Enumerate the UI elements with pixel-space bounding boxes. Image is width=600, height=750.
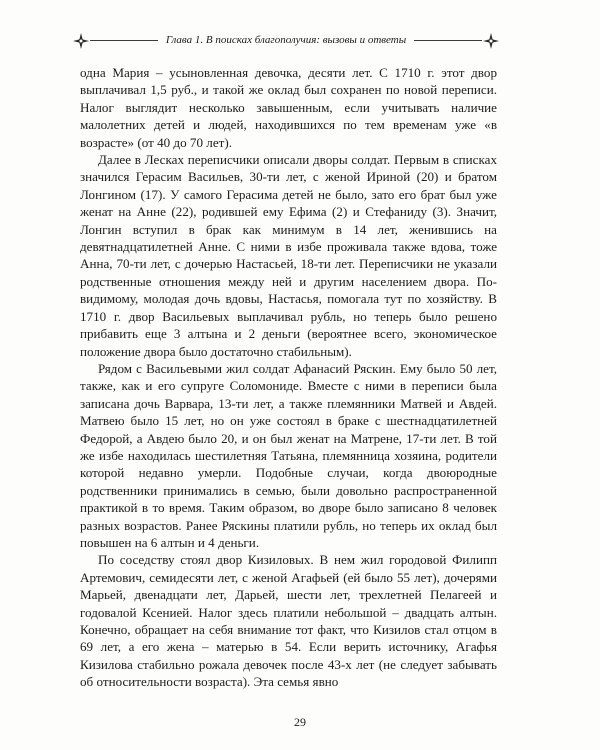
paragraph: Рядом с Васильевыми жил солдат Афанасий Ряскин. Ему было 50 лет, также, как и его супруге Соломониде. Вместе с ними в переписи была записана дочь Варвара, 13-ти лет, а также племянники Матвей и Авдей. Матвею было 15 лет, но он уже состоял в браке с шестнадцатилетней Федорой, а Авдею было 20, и он был женат на Матрене, 17-ти лет. В той же избе находилась шестилетняя Татьяна, племянница хозяина, родители которой недавно умерли. Подобные случаи, когда двоюродные родственники принимались в семью, были довольно распространенной практикой в то время. Таким образом, во дворе было записано 8 человек разных возрастов. Ранее Ряскины платили рубль, но теперь их оклад был повышен на 6 алтын и 4 деньги. bbox=[80, 360, 497, 550]
chapter-title: Глава 1. В поисках благополучия: вызовы и ответы bbox=[158, 34, 414, 46]
running-header bbox=[72, 30, 500, 52]
body-text bbox=[80, 64, 497, 691]
paragraph-continued: одна Мария – усыновленная девочка, десяти лет. С 1710 г. этот двор выплачивал 1,5 руб., и такой же оклад был сохранен по новой переписи. Налог выглядит несколько завышенным, если учитывать наличие малолетних детей и людей, находившихся по тем временам уже «в возрасте» (от 40 до 70 лет). bbox=[80, 65, 497, 150]
fleuron-right-icon bbox=[482, 32, 500, 50]
paragraph: По соседству стоял двор Кизиловых. В нем жил городовой Филипп Артемович, семидесяти лет, с женой Агафьей (ей было 55 лет), дочерями Марьей, двенадцати лет, Дарьей, шести лет, трехлетней Пелагеей и годовалой Ксенией. Налог здесь платили небольшой – двадцать алтын. Конечно, обращает на себя внимание тот факт, что Кизилов стал отцом в 69 лет, а его жена – матерью в 54. Если верить источнику, Агафья Кизилова стабильно рожала девочек после 43-х лет (не следует забывать об относительности возраста). Эта семья явно bbox=[80, 552, 497, 690]
running-header-title bbox=[72, 32, 500, 48]
page-number: 29 bbox=[294, 715, 306, 729]
paragraph: Далее в Лесках переписчики описали дворы солдат. Первым в списках значился Герасим Васильев, 30-ти лет, с женой Ириной (20) и братом Лонгином (17). У самого Герасима детей не было, зато его брат был уже женат на Анне (22), родившей ему Ефима (2) и Стефаниду (3). Значит, Лонгин вступил в брак как минимум в 14 лет, женившись на девятнадцатилетней Анне. С ними в избе проживала также вдова, тоже Анна, 70-ти лет, с дочерью Настасьей, 18-ти лет. Переписчики не указали родственные отношения между ней и другим населением двора. По-видимому, молодая дочь вдовы, Настасья, помогала тут по хозяйству. В 1710 г. двор Васильевых выплачивал рубль, но теперь было решено прибавить еще 3 алтына и 2 деньги (вероятнее всего, экономическое положение двора было достаточно стабильным). bbox=[80, 152, 497, 359]
